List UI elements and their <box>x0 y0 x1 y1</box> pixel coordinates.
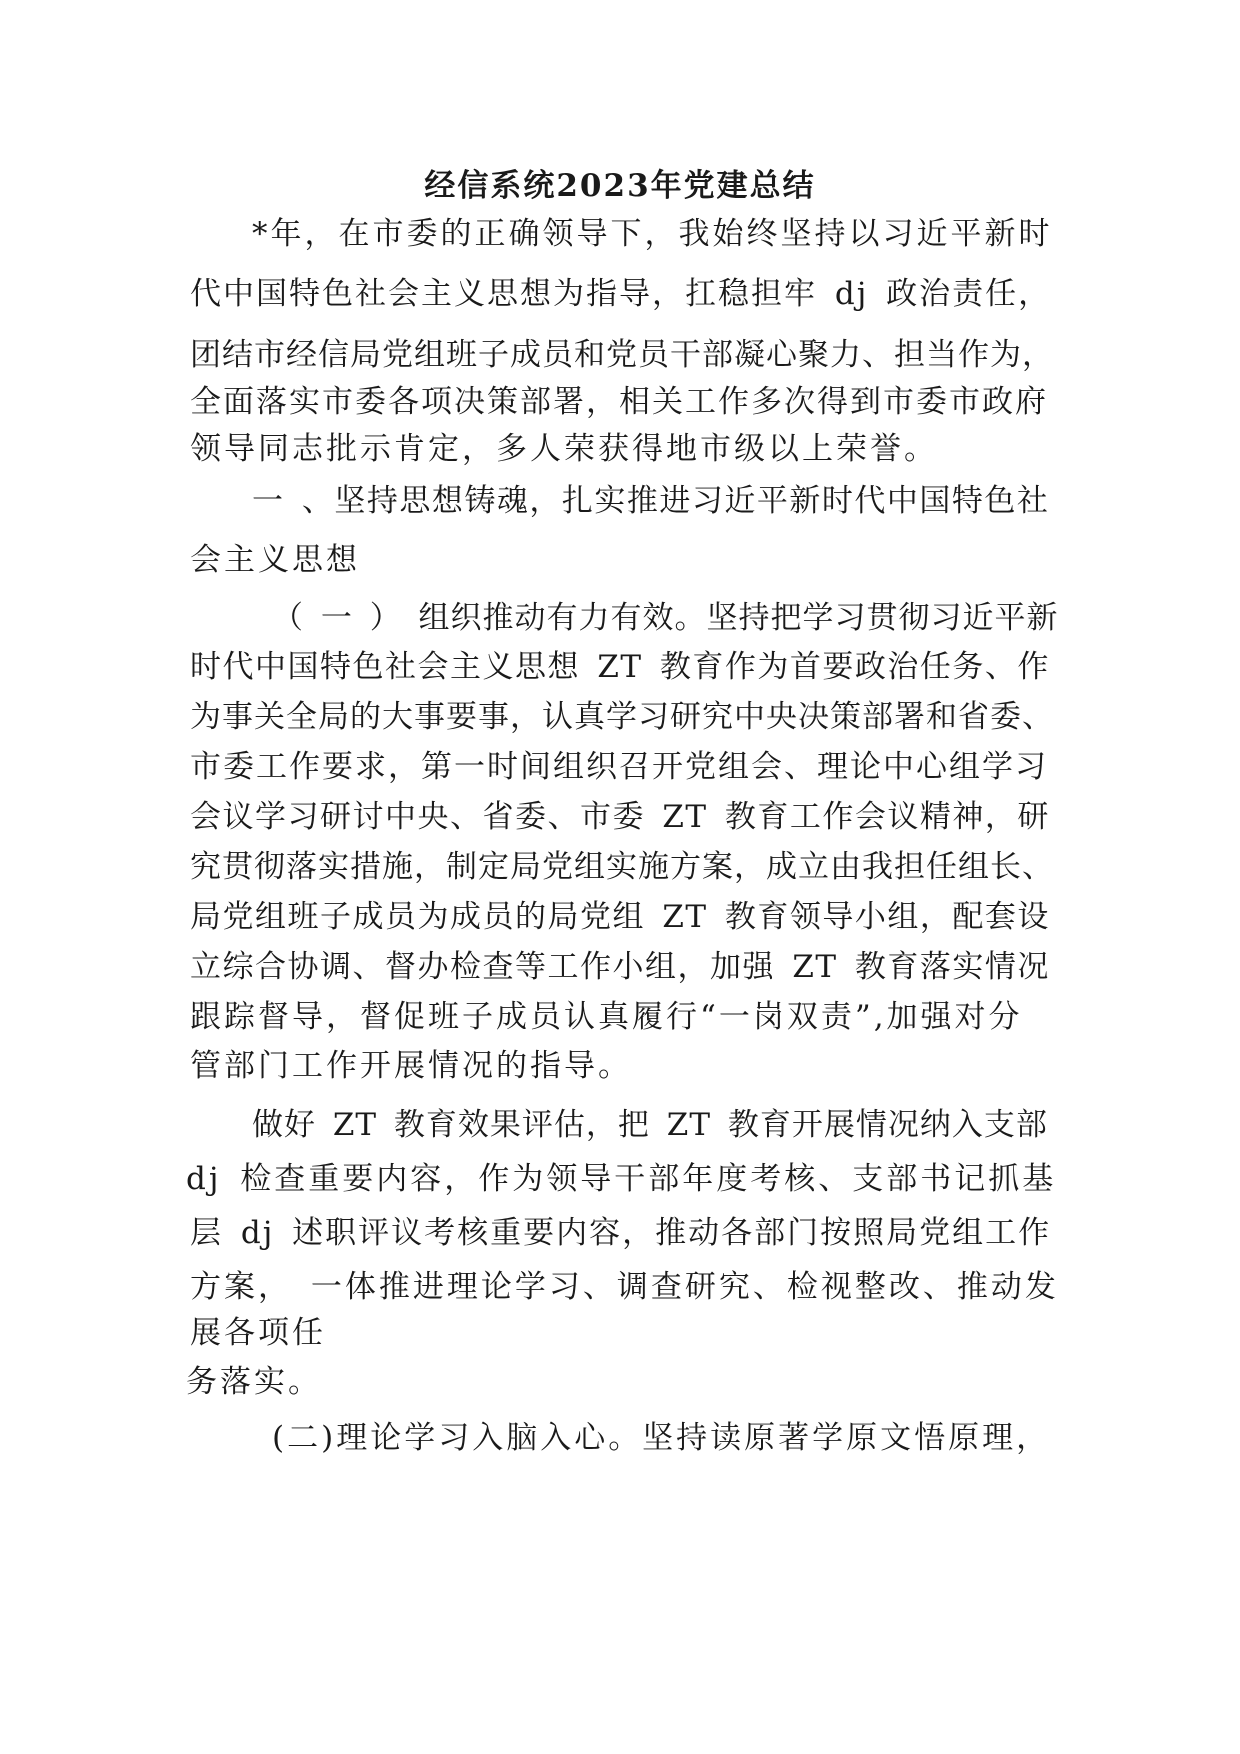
paragraph-line-1: *年，在市委的正确领导下，我始终坚持以习近平新时 <box>252 216 1053 252</box>
paragraph-line-19: 方案， 一体推进理论学习、调查研究、检视整改、推动发 <box>190 1269 1059 1305</box>
paragraph-line-16: 做好 ZT 教育效果评估，把 ZT 教育开展情况纳入支部 <box>252 1107 1048 1143</box>
section-heading-line-2: 会主义思想 <box>190 542 360 578</box>
paragraph-line-4: 全面落实市委各项决策部署，相关工作多次得到市委市政府 <box>190 384 1048 420</box>
paragraph-line-3: 团结市经信局党组班子成员和党员干部凝心聚力、担当作为， <box>190 337 1054 373</box>
document-title: 经信系统2023年党建总结 <box>424 168 816 204</box>
paragraph-line-9: 市委工作要求，第一时间组织召开党组会、理论中心组学习 <box>190 749 1048 785</box>
paragraph-line-7: 时代中国特色社会主义思想 ZT 教育作为首要政治任务、作 <box>190 649 1050 685</box>
paragraph-line-6: （ 一 ） 组织推动有力有效。坚持把学习贯彻习近平新 <box>272 600 1059 636</box>
paragraph-line-10: 会议学习研讨中央、省委、市委 ZT 教育工作会议精神，研 <box>190 799 1050 835</box>
paragraph-line-22: (二)理论学习入脑入心。坚持读原著学原文悟原理， <box>272 1420 1051 1456</box>
paragraph-line-8: 为事关全局的大事要事，认真学习研究中央决策部署和省委、 <box>190 699 1054 735</box>
paragraph-line-21: 务落实。 <box>186 1364 322 1400</box>
paragraph-line-20: 展各项任 <box>190 1315 326 1351</box>
paragraph-line-11: 究贯彻落实措施，制定局党组实施方案，成立由我担任组长、 <box>190 849 1054 885</box>
paragraph-line-15: 管部门工作开展情况的指导。 <box>190 1048 632 1084</box>
paragraph-line-5: 领导同志批示肯定，多人荣获得地市级以上荣誉。 <box>190 431 938 467</box>
paragraph-line-17: dj 检查重要内容，作为领导干部年度考核、支部书记抓基 <box>186 1161 1057 1197</box>
paragraph-line-12: 局党组班子成员为成员的局党组 ZT 教育领导小组，配套设 <box>190 899 1050 935</box>
paragraph-line-2: 代中国特色社会主义思想为指导，扛稳担牢 dj 政治责任， <box>190 276 1052 312</box>
paragraph-line-18: 层 dj 述职评议考核重要内容，推动各部门按照局党组工作 <box>190 1215 1052 1251</box>
paragraph-line-14: 跟踪督导，督促班子成员认真履行“一岗双责”,加强对分 <box>190 999 1023 1035</box>
paragraph-line-13: 立综合协调、督办检查等工作小组，加强 ZT 教育落实情况 <box>190 949 1050 985</box>
section-heading-line-1: 一 、坚持思想铸魂，扎实推进习近平新时代中国特色社 <box>252 483 1050 519</box>
